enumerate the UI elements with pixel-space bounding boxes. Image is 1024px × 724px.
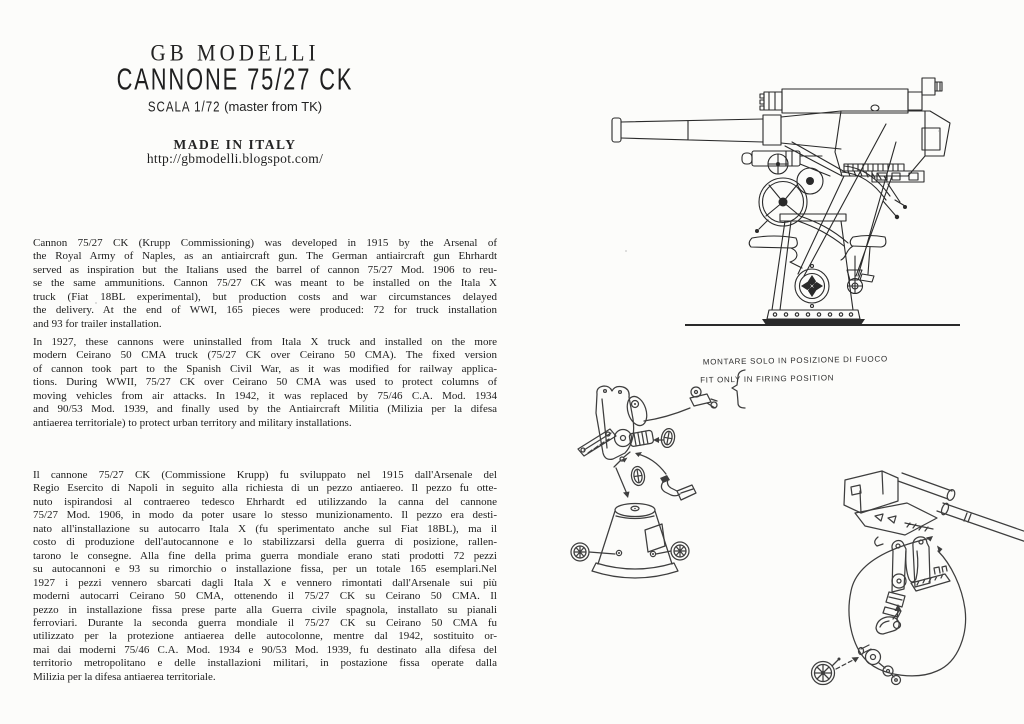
recoil-cylinder-sketch xyxy=(898,473,956,501)
left-mini-handwheel xyxy=(571,543,615,561)
wheel-emblem xyxy=(795,265,829,308)
made-in-label: MADE IN ITALY xyxy=(173,137,297,152)
annotation-italian: MONTARE SOLO IN POSIZIONE DI FUOCO xyxy=(702,354,888,367)
firing-lock-part xyxy=(644,387,717,421)
recuperator-cylinder xyxy=(760,78,942,113)
english-history-paragraph-2: In 1927, these cannons were uninstalled from Itala X truck and installed on the more modern Ceirano 50 CMA truck (75/27 CK over Ceirano 50 CMA). The fixed version of cannon took part to the Spanish Civil War, as it was modified for railway applica- tions. During WWII, 75/27 CK over Ceirano 50 CMA was used to protect columns of moving vehicles from air attacks. In 1942, it was replaced by 75/46 C.A. Mod. 1934 and 90/53 Mod. 1939, and finally used by the Antiaircraft Militia (Milizia per la difesa antiaerea territoriale) to protect urban territory and military installations. xyxy=(33,336,497,429)
english-history-paragraph-1: Cannon 75/27 CK (Krupp Commissioning) was developed in 1915 by the Arsenal of the Royal Army of Naples, as an antiaircraft gun. The German antiaircraft gun Ehrhardt served as inspiration but the Italians used the barrel of cannon 75/27 Mod. 1906 to reu- se the same ammunitions. Cannon 75/27 CK was meant to be installed on the Itala X truck (Fiat 18BL experimental), but production costs and war circumstances delayed the delivery. At the end of WWI, 165 pieces were produced: 72 for truck installation and 93 for trailer installation. xyxy=(33,237,497,330)
scale-note: (master from TK) xyxy=(224,99,323,114)
scale-label: SCALA 1/72 xyxy=(147,99,221,116)
mount-bracket-assembly xyxy=(578,386,654,459)
handwheel-part-and-arrow xyxy=(653,428,676,449)
rosette-handwheel-part xyxy=(630,466,646,487)
right-mini-handwheel xyxy=(656,542,689,560)
elevation-handwheel-sketch xyxy=(812,657,860,685)
leader-loop xyxy=(849,536,966,676)
gun-cradle-assembly-exploded-sketch xyxy=(785,461,1024,724)
traverse-handwheel xyxy=(847,256,863,294)
assembly-arrow xyxy=(616,468,630,498)
website-url: http://gbmodelli.blogspot.com/ xyxy=(146,151,324,166)
gear-cluster-sketch xyxy=(859,645,901,685)
scan-speckle xyxy=(625,250,627,252)
scan-speckle xyxy=(300,420,302,422)
annotation-english: FIT ONLY IN FIRING POSITION xyxy=(700,373,835,385)
breech-and-cradle xyxy=(785,111,950,182)
barrel xyxy=(612,111,841,149)
scan-speckle xyxy=(95,302,97,304)
brand-name: GB MODELLI xyxy=(150,40,320,66)
scan-speckle xyxy=(938,130,940,132)
handwritten-annotation xyxy=(700,350,889,389)
scale-line xyxy=(0,99,470,114)
cone-pedestal xyxy=(592,504,678,579)
italian-history-paragraph: Il cannone 75/27 CK (Commissione Krupp) fu sviluppato nel 1915 dall'Arsenale del Regio Esercito di Napoli in seguito alla richiesta di un pezzo antiaereo. Il pezzo fu otte- nuto ispirandosi al contraereo tedesco Ehrhardt ed utilizzando la canna del cannone 75/27 Mod. 1906, in modo da poter usare lo stesso munizionamento. Il pezzo era desti- nato all'installazione su autocarro Itala X (fu sperimentato anche sul Fiat 18BL), ma il costo di produzione dell'autocannone e lo stabilizzarsi della guerra di posizione, rallen- tarono le consegne. Alla fine della prima guerra mondiale erano stati prodotti 72 pezzi su autocannoni e 93 su rimorchio o installazione fissa, per un totale 165 esemplari.Nel 1927 i pezzi vennero sbarcati dagli Itala X e vennero rimontati dall'Arsenale sui più moderni autocarri Ceirano 50 CMA, ottenendo il 75/27 CK su Ceirano 50 CMA. Il pezzo in installazione fissa prese parte alla Guerra civile spagnola, installato su pianali ferroviari. Durante la seconda guerra mondiale il 75/27 CK su Ceirano 50 CMA fu utilizzato per la protezione antiaerea delle autocolonne, mentre dal 1942, sostituito or- mai dai moderni 75/46 C.A. Mod. 1934 e 90/53 Mod. 1939, fu destinato alla difesa del territorio metropolitano e delle installazioni militari, in postazione fissa operate dalla Milizia per la difesa antiaerea territoriale. xyxy=(33,469,497,683)
handwheels xyxy=(755,154,907,246)
product-title: CANNONE 75/27 CK xyxy=(116,62,354,97)
barrel-sketch xyxy=(937,502,1024,547)
side-view-technical-drawing xyxy=(592,24,1024,334)
